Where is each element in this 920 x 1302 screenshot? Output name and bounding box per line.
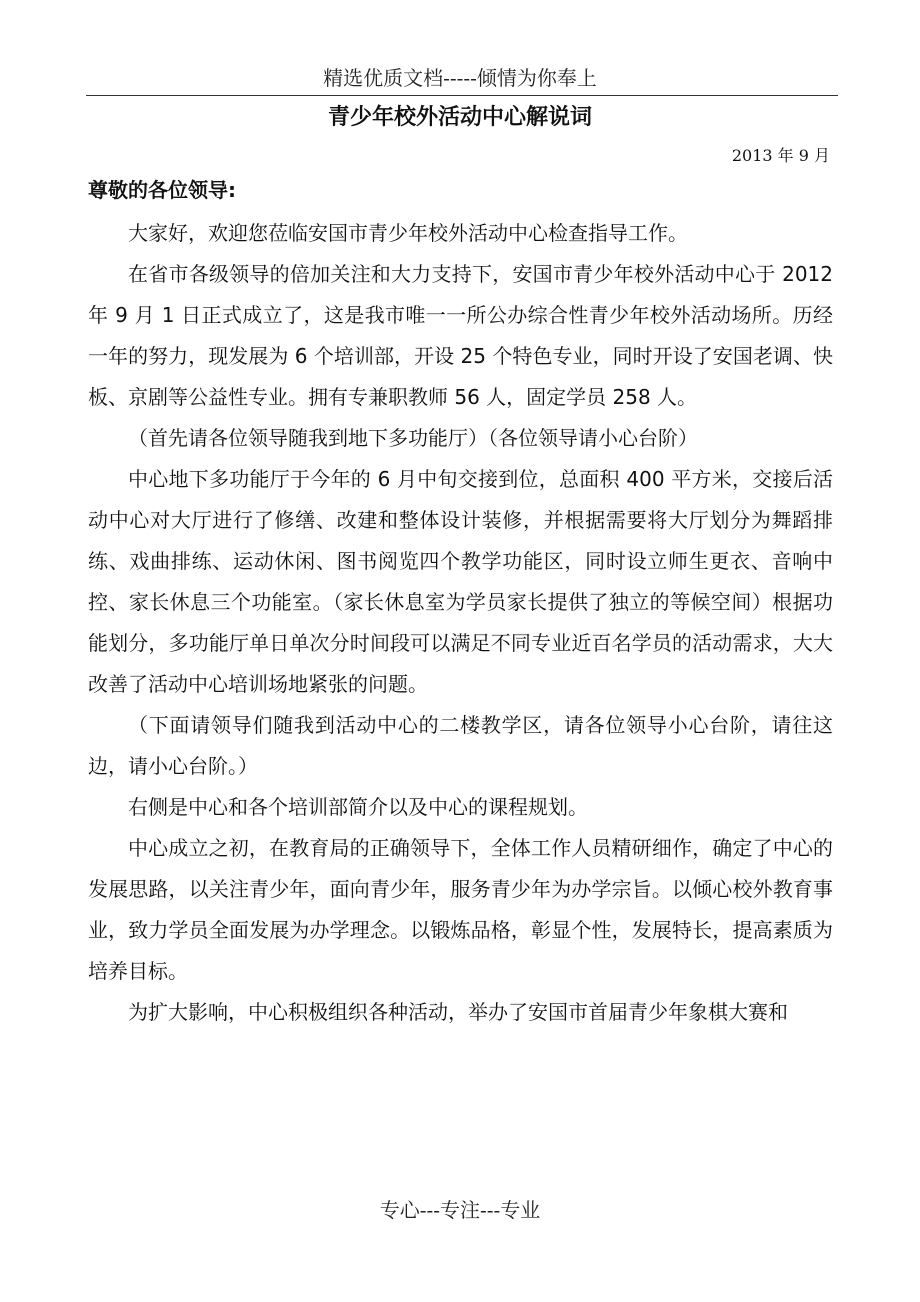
paragraph-4: 中心地下多功能厅于今年的 6 月中旬交接到位，总面积 400 平方米，交接后活动中心对大厅进行了修缮、改建和整体设计装修，并根据需要将大厅划分为舞蹈排练、戏曲排练、运动休闲、图书阅览四个教学功能区，同时设立师生更衣、音响中控、家长休息三个功能室。（家长休息室为学员家长提供了独立的等候空间）根据功能划分，多功能厅单日单次分时间段可以满足不同专业近百名学员的活动需求，大大改善了活动中心培训场地紧张的问题。 xyxy=(88,467,833,696)
paragraph-7: 中心成立之初，在教育局的正确领导下，全体工作人员精研细作，确定了中心的发展思路，以关注青少年，面向青少年，服务青少年为办学宗旨。以倾心校外教育事业，致力学员全面发展为办学理念。以锻炼品格，彰显个性，发展特长，提高素质为培养目标。 xyxy=(88,836,833,983)
document-title: 青少年校外活动中心解说词 xyxy=(327,105,592,130)
paragraph-2: 在省市各级领导的倍加关注和大力支持下，安国市青少年校外活动中心于 2012 年 9 月 1 日正式成立了，这是我市唯一一所公办综合性青少年校外活动场所。历经一年的努力，现发展为 6 个培训部，开设 25 个特色专业，同时开设了安国老调、快板、京剧等公益性专业。拥有专兼职教师 56 人，固定学员 258 人。 xyxy=(88,262,833,409)
document-date: 2013 年 9 月 xyxy=(731,146,830,165)
paragraph-3: （首先请各位领导随我到地下多功能厅）（各位领导请小心台阶） xyxy=(128,426,698,450)
page-footer: 专心---专注---专业 xyxy=(379,1198,541,1222)
paragraph-5: （下面请领导们随我到活动中心的二楼教学区，请各位领导小心台阶，请往这边，请小心台阶。） xyxy=(88,713,833,778)
document-body xyxy=(88,170,833,1033)
paragraph-6: 右侧是中心和各个培训部简介以及中心的课程规划。 xyxy=(128,795,588,819)
salutation: 尊敬的各位领导: xyxy=(88,178,236,202)
paragraph-1: 大家好，欢迎您莅临安国市青少年校外活动中心检查指导工作。 xyxy=(128,221,688,245)
page-header: 精选优质文档-----倾情为你奉上 xyxy=(323,66,597,90)
paragraph-8: 为扩大影响，中心积极组织各种活动，举办了安国市首届青少年象棋大赛和 xyxy=(128,1000,788,1024)
header-divider xyxy=(86,95,838,96)
